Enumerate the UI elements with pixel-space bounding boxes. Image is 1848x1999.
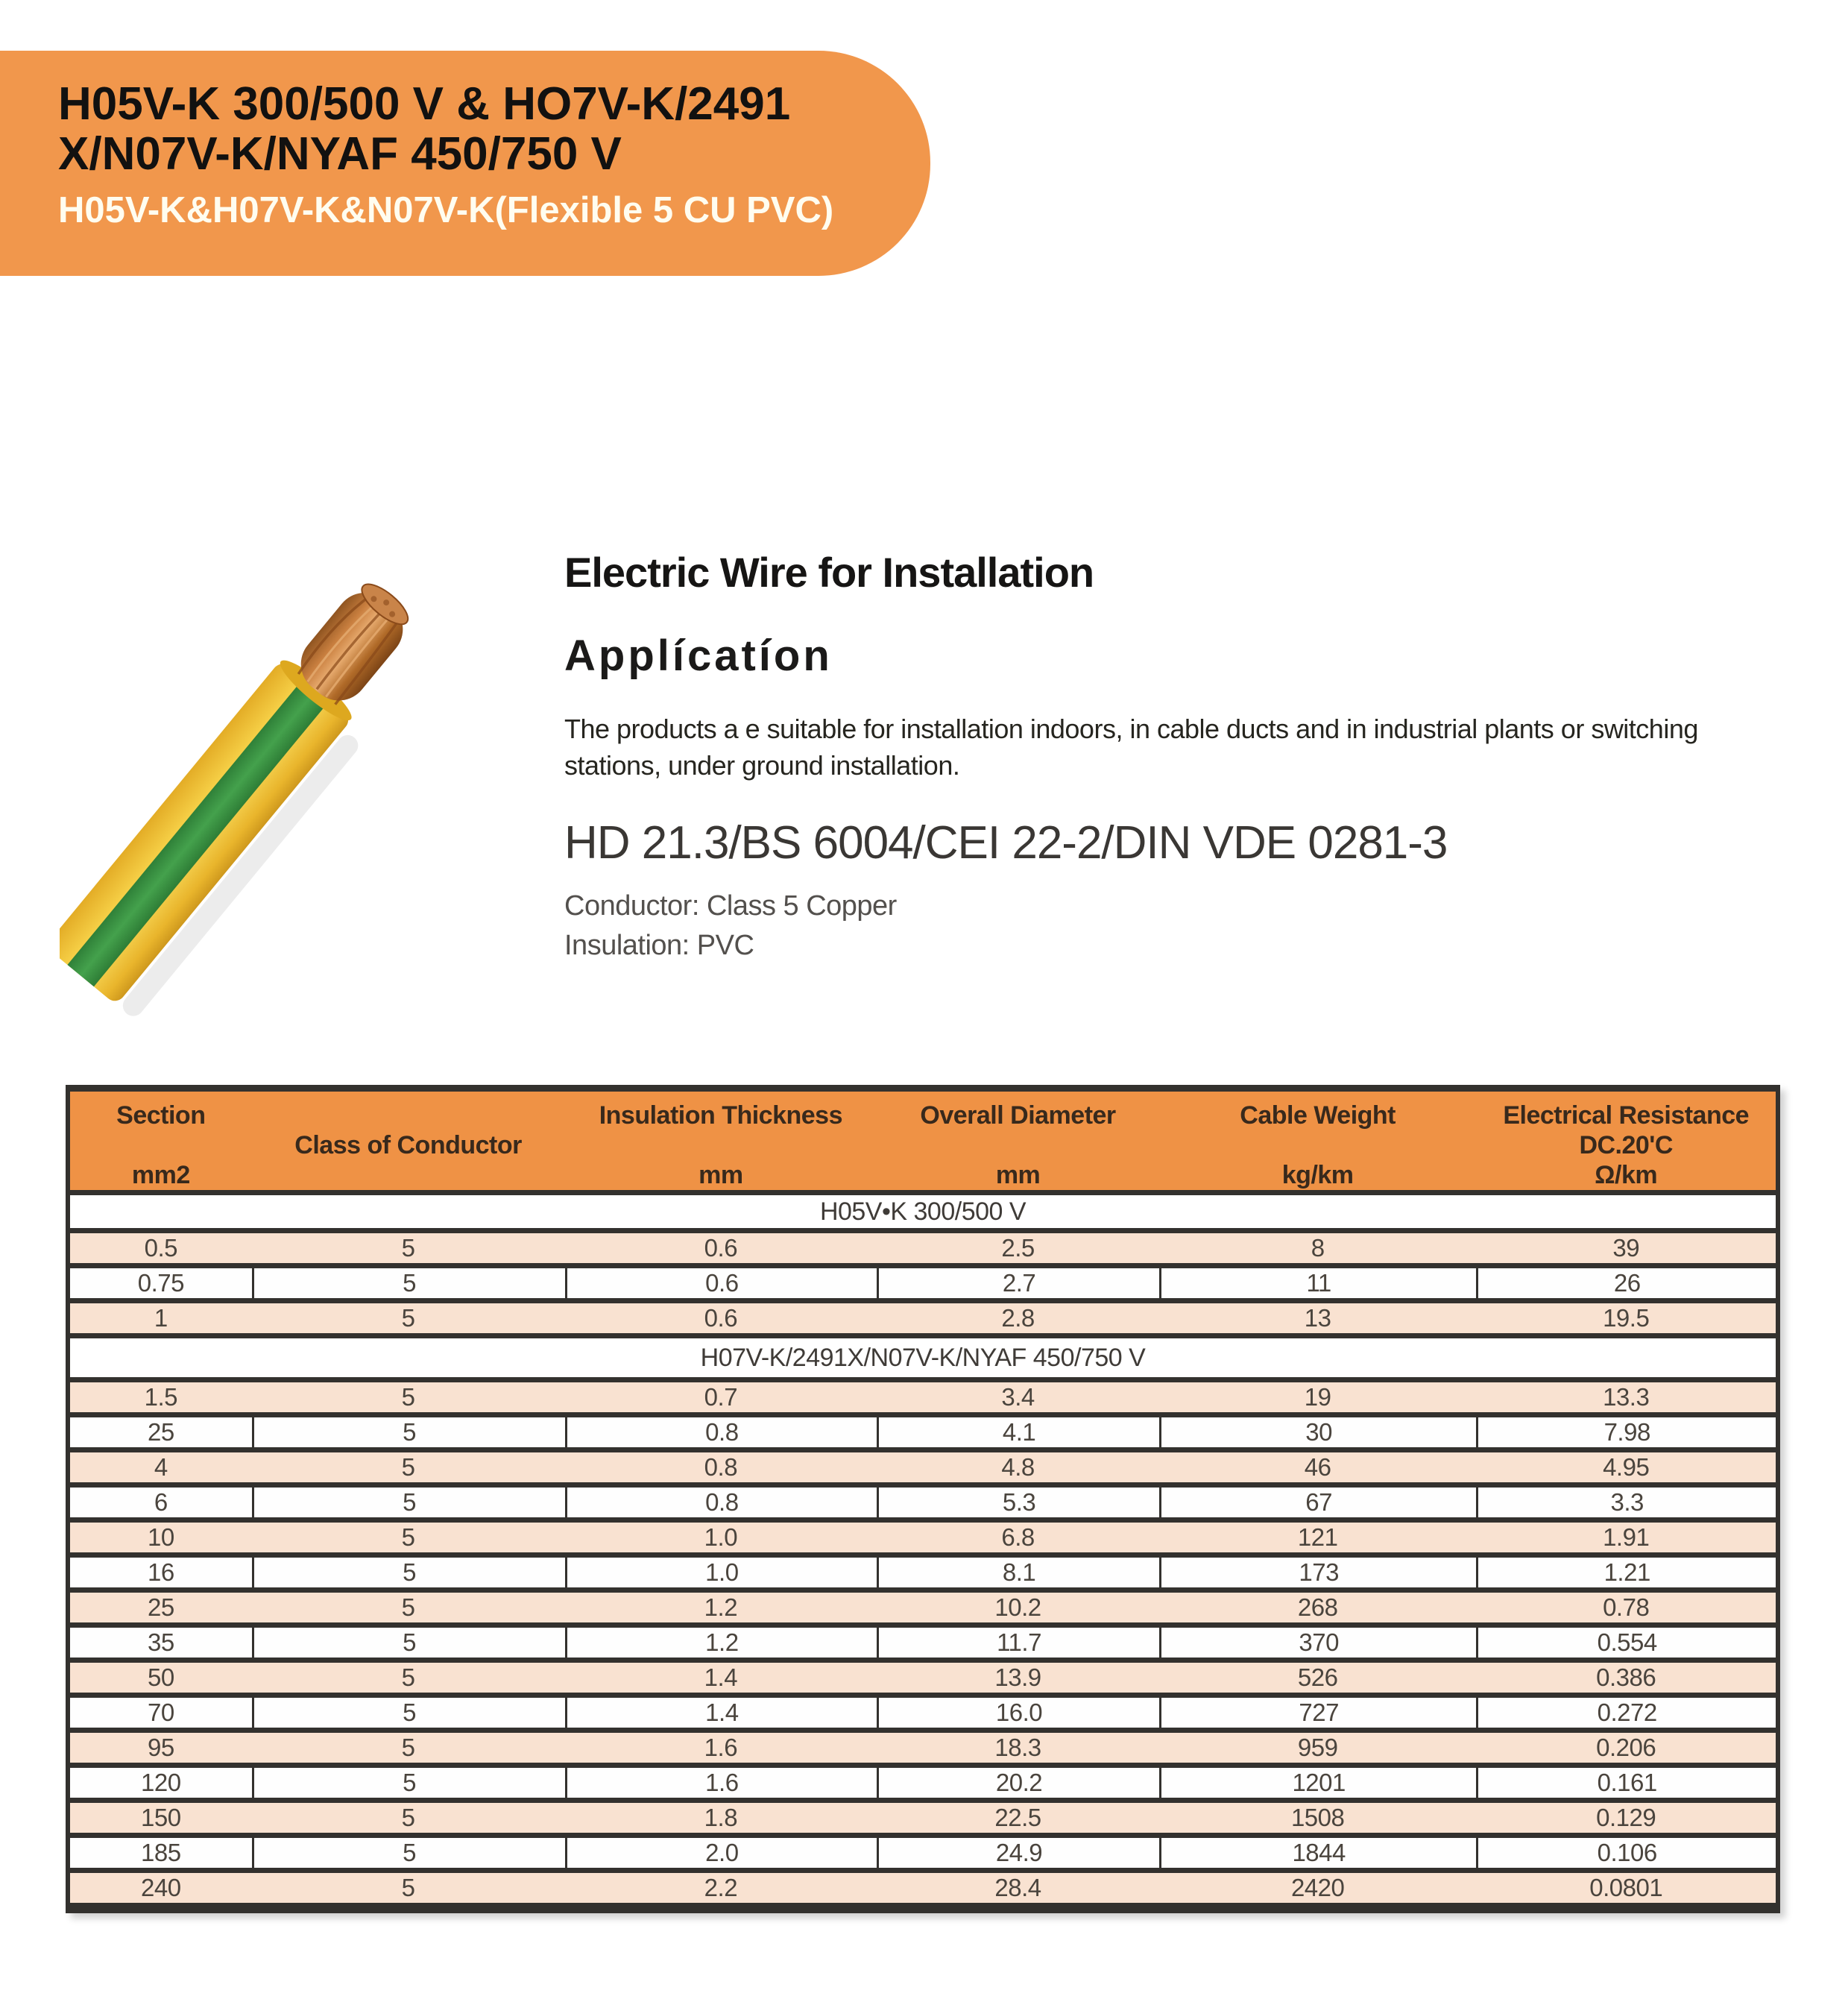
table-cell: 5 <box>401 1874 415 1901</box>
table-cell: 0.161 <box>1476 1768 1776 1798</box>
application-heading: Applícatíon <box>564 632 833 680</box>
table-cell: 1.6 <box>704 1734 738 1761</box>
table-cell: 3.3 <box>1476 1488 1776 1517</box>
table-cell: 121 <box>1297 1523 1338 1551</box>
header-col-section <box>70 1092 252 1200</box>
table-cell: 50 <box>147 1663 174 1691</box>
table-cell: 0.206 <box>1596 1734 1656 1761</box>
table-row <box>70 1628 1776 1663</box>
table-cell: 1.6 <box>565 1768 877 1798</box>
table-cell: 173 <box>1159 1558 1477 1587</box>
table-cell: 67 <box>1159 1488 1477 1517</box>
column-unit: mm <box>698 1161 743 1189</box>
table-cell: 1.2 <box>565 1628 877 1658</box>
table-cell: 13.3 <box>1603 1383 1650 1411</box>
table-cell: 1201 <box>1159 1768 1477 1798</box>
table-cell: 0.5 <box>144 1234 178 1262</box>
table-cell: 0.75 <box>137 1269 184 1297</box>
table-cell: 5 <box>401 1663 415 1691</box>
table-row <box>70 1417 1776 1452</box>
table-row <box>70 1523 1776 1558</box>
table-cell: 0.7 <box>704 1383 738 1411</box>
table-cell: 24.9 <box>877 1838 1159 1868</box>
column-title: Insulation Thickness <box>599 1101 843 1130</box>
table-cell: 5 <box>401 1734 415 1761</box>
table-cell: 0.386 <box>1596 1663 1656 1691</box>
table-cell: 5 <box>252 1628 565 1658</box>
table-cell: 2.0 <box>565 1838 877 1868</box>
table-cell: 3.4 <box>1001 1383 1035 1411</box>
column-unit: Ω/km <box>1595 1161 1658 1189</box>
table-row <box>70 1768 1776 1803</box>
table-cell: 1508 <box>1290 1804 1345 1831</box>
table-cell: 1.2 <box>704 1593 738 1621</box>
table-cell: 0.6 <box>704 1234 738 1262</box>
table-row <box>70 1303 1776 1338</box>
table-cell: 11.7 <box>877 1628 1159 1658</box>
table-section-header: H05V•K 300/500 V <box>70 1195 1776 1233</box>
header-col-insulation-thickness <box>565 1092 877 1200</box>
table-cell: 0.78 <box>1603 1593 1650 1621</box>
table-cell: 1.21 <box>1476 1558 1776 1587</box>
product-subtitle: H05V-K&H07V-K&N07V-K(Flexible 5 CU PVC) <box>58 190 834 230</box>
table-cell: 1.5 <box>144 1383 178 1411</box>
column-title: Cable Weight <box>1240 1101 1396 1130</box>
table-cell: 70 <box>147 1699 174 1726</box>
table-row <box>70 1733 1776 1768</box>
table-cell: 28.4 <box>994 1874 1041 1901</box>
table-row <box>70 1488 1776 1523</box>
header-col-electrical-resistance <box>1476 1092 1776 1200</box>
table-cell: 6.8 <box>1001 1523 1035 1551</box>
cable-product-image <box>60 568 540 1042</box>
column-title: Electrical Resistance <box>1503 1101 1750 1130</box>
table-cell: 5.3 <box>877 1488 1159 1517</box>
table-cell: 25 <box>147 1418 174 1446</box>
table-cell: 1.91 <box>1603 1523 1650 1551</box>
table-cell: 35 <box>147 1628 174 1656</box>
paragraph-line1: The products a e suitable for installation indoors, in cable ducts and in industrial plants or switching <box>564 714 1698 744</box>
table-cell: 0.129 <box>1596 1804 1656 1831</box>
product-title-banner <box>0 51 930 276</box>
table-row <box>70 1803 1776 1838</box>
column-subtitle: DC.20'C <box>1579 1131 1673 1159</box>
column-unit: kg/km <box>1281 1161 1354 1189</box>
table-cell: 8 <box>1311 1234 1325 1262</box>
table-cell: 0.8 <box>704 1453 738 1481</box>
table-cell: 5 <box>252 1838 565 1868</box>
table-cell: 1 <box>154 1304 168 1332</box>
spec-table-body <box>70 1195 1776 1909</box>
spec-table <box>66 1085 1780 1913</box>
table-cell: 19.5 <box>1603 1304 1650 1332</box>
table-cell: 2.5 <box>1001 1234 1035 1262</box>
table-cell: 30 <box>1159 1417 1477 1447</box>
table-cell: 0.106 <box>1476 1838 1776 1868</box>
table-cell: 0.8 <box>565 1488 877 1517</box>
table-cell: 268 <box>1297 1593 1338 1621</box>
column-title: Section <box>116 1101 206 1130</box>
table-cell: 1.0 <box>704 1523 738 1551</box>
cable-image <box>60 568 540 1042</box>
table-cell: 5 <box>401 1453 415 1481</box>
table-cell: 150 <box>141 1804 181 1831</box>
table-cell: 39 <box>1612 1234 1640 1262</box>
table-cell: 5 <box>401 1234 415 1262</box>
table-cell: 5 <box>401 1804 415 1831</box>
table-cell: 5 <box>252 1488 565 1517</box>
table-cell: 2420 <box>1290 1874 1345 1901</box>
table-cell: 8.1 <box>877 1558 1159 1587</box>
table-cell: 5 <box>252 1268 565 1298</box>
table-cell: 25 <box>147 1593 174 1621</box>
table-cell: 4 <box>154 1453 168 1481</box>
table-cell: 6 <box>154 1488 168 1516</box>
spec-table-header <box>70 1092 1776 1195</box>
table-row <box>70 1593 1776 1628</box>
table-cell: 22.5 <box>994 1804 1041 1831</box>
column-title: Class of Conductor <box>294 1131 522 1159</box>
table-cell: 5 <box>252 1698 565 1728</box>
standards-heading: HD 21.3/BS 6004/CEI 22-2/DIN VDE 0281-3 <box>564 817 1448 869</box>
table-cell: 0.554 <box>1476 1628 1776 1658</box>
table-cell: 5 <box>252 1768 565 1798</box>
table-cell: 20.2 <box>877 1768 1159 1798</box>
table-row <box>70 1452 1776 1488</box>
table-row <box>70 1838 1776 1873</box>
column-unit: mm2 <box>131 1161 190 1189</box>
column-unit: mm <box>995 1161 1041 1189</box>
table-cell: 185 <box>141 1839 181 1866</box>
table-cell: 526 <box>1297 1663 1338 1691</box>
table-cell: 26 <box>1476 1268 1776 1298</box>
description-block <box>564 522 1817 962</box>
table-cell: 5 <box>252 1558 565 1587</box>
table-cell: 11 <box>1159 1268 1477 1298</box>
table-cell: 4.1 <box>877 1417 1159 1447</box>
table-cell: 13.9 <box>994 1663 1041 1691</box>
header-col-overall-diameter <box>877 1092 1159 1200</box>
page-heading: Electric Wire for Installation <box>564 549 1094 596</box>
table-cell: 1.8 <box>704 1804 738 1831</box>
paragraph-line2: stations, under ground installation. <box>564 750 960 781</box>
table-cell: 0.8 <box>565 1417 877 1447</box>
table-row <box>70 1268 1776 1303</box>
table-cell: 13 <box>1304 1304 1331 1332</box>
table-section-header: H07V-K/2491X/N07V-K/NYAF 450/750 V <box>70 1338 1776 1382</box>
table-cell: 1.4 <box>704 1663 738 1691</box>
table-cell: 240 <box>141 1874 181 1901</box>
table-cell: 95 <box>147 1734 174 1761</box>
table-row <box>70 1873 1776 1909</box>
table-cell: 10 <box>147 1523 174 1551</box>
table-cell: 5 <box>252 1417 565 1447</box>
table-cell: 5 <box>401 1593 415 1621</box>
header-col-class <box>252 1092 565 1200</box>
table-cell: 4.8 <box>1001 1453 1035 1481</box>
table-cell: 120 <box>141 1769 181 1796</box>
product-title-line1: H05V-K 300/500 V & HO7V-K/2491 <box>58 78 791 130</box>
table-cell: 5 <box>401 1383 415 1411</box>
table-cell: 7.98 <box>1476 1417 1776 1447</box>
table-cell: 2.7 <box>877 1268 1159 1298</box>
table-cell: 16.0 <box>877 1698 1159 1728</box>
table-row <box>70 1382 1776 1417</box>
table-cell: 959 <box>1297 1734 1338 1761</box>
table-cell: 5 <box>401 1304 415 1332</box>
table-cell: 46 <box>1304 1453 1331 1481</box>
table-row <box>70 1233 1776 1268</box>
table-cell: 10.2 <box>994 1593 1041 1621</box>
column-title: Overall Diameter <box>920 1101 1116 1130</box>
table-cell: 1.4 <box>565 1698 877 1728</box>
table-cell: 1844 <box>1159 1838 1477 1868</box>
insulation-spec: Insulation: PVC <box>564 930 754 961</box>
table-cell: 1.0 <box>565 1558 877 1587</box>
table-cell: 0.272 <box>1476 1698 1776 1728</box>
table-row <box>70 1558 1776 1593</box>
table-cell: 2.8 <box>1001 1304 1035 1332</box>
table-cell: 0.6 <box>565 1268 877 1298</box>
table-cell: 16 <box>147 1558 174 1586</box>
table-cell: 0.6 <box>704 1304 738 1332</box>
table-cell: 5 <box>401 1523 415 1551</box>
table-cell: 0.0801 <box>1589 1874 1663 1901</box>
header-col-cable-weight <box>1159 1092 1477 1200</box>
table-row <box>70 1663 1776 1698</box>
table-cell: 727 <box>1159 1698 1477 1728</box>
application-paragraph <box>564 711 1817 784</box>
conductor-spec: Conductor: Class 5 Copper <box>564 890 897 922</box>
table-row <box>70 1698 1776 1733</box>
table-cell: 18.3 <box>994 1734 1041 1761</box>
table-cell: 4.95 <box>1603 1453 1650 1481</box>
table-cell: 19 <box>1304 1383 1331 1411</box>
product-title-line2: X/N07V-K/NYAF 450/750 V <box>58 128 622 180</box>
table-cell: 2.2 <box>704 1874 738 1901</box>
table-cell: 370 <box>1159 1628 1477 1658</box>
